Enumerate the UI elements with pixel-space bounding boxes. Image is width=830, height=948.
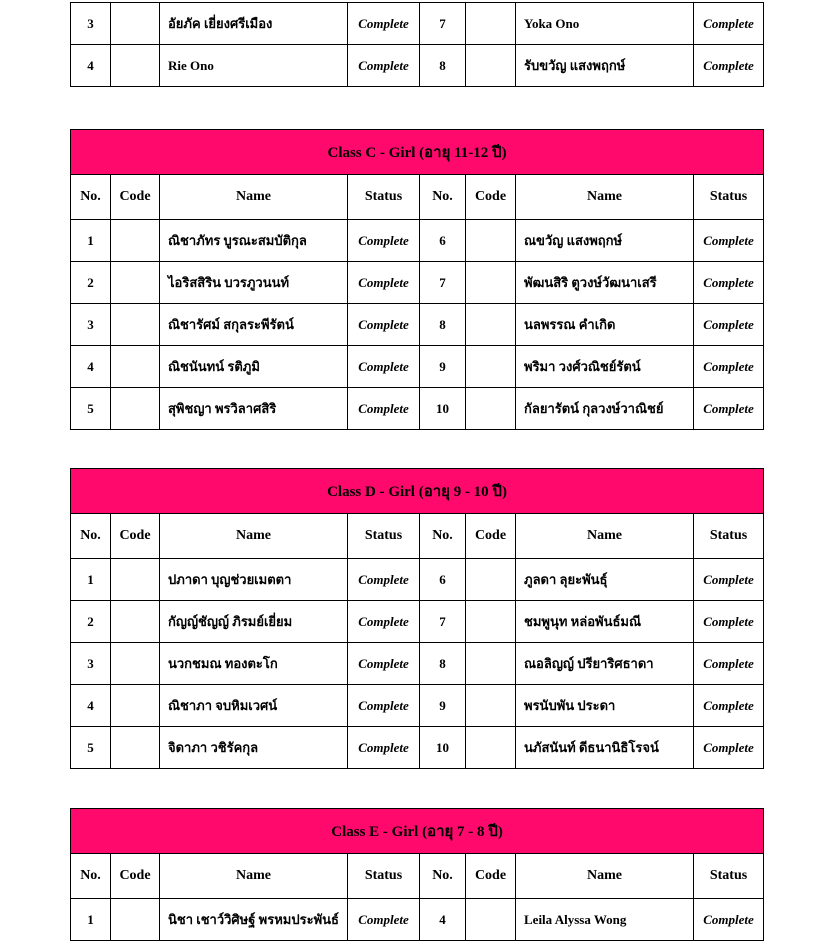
right-status-cell: Complete: [694, 220, 764, 262]
class-title: Class E - Girl (อายุ 7 - 8 ปี): [71, 809, 764, 854]
right-no-cell: 10: [420, 727, 466, 769]
column-header-code: Code: [111, 854, 160, 899]
table-row: [71, 262, 764, 304]
left-code-cell: [111, 3, 160, 45]
right-code-cell: [466, 45, 516, 87]
right-code-cell: [466, 899, 516, 941]
table-row: [71, 727, 764, 769]
right-code-cell: [466, 304, 516, 346]
column-header-name: Name: [160, 854, 348, 899]
right-code-cell: [466, 220, 516, 262]
right-name-cell: Leila Alyssa Wong: [516, 899, 694, 941]
column-header-code: Code: [111, 514, 160, 559]
table-row: [71, 685, 764, 727]
left-name-cell: ณิชารัศม์ สกุลระพีรัตน์: [160, 304, 348, 346]
right-status-cell: Complete: [694, 601, 764, 643]
column-header-status: Status: [348, 854, 420, 899]
left-code-cell: [111, 262, 160, 304]
column-header-no-right: No.: [420, 854, 466, 899]
left-status-cell: Complete: [348, 727, 420, 769]
left-status-cell: Complete: [348, 220, 420, 262]
right-code-cell: [466, 643, 516, 685]
table-class-e-girl: [70, 808, 764, 941]
right-no-cell: 8: [420, 304, 466, 346]
column-header-name: Name: [160, 175, 348, 220]
right-no-cell: 7: [420, 262, 466, 304]
right-no-cell: 4: [420, 899, 466, 941]
right-name-cell: รับขวัญ แสงพฤกษ์: [516, 45, 694, 87]
left-no-cell: 1: [71, 220, 111, 262]
class-title-row: [71, 130, 764, 175]
column-header-name-right: Name: [516, 175, 694, 220]
table-row: [71, 643, 764, 685]
left-no-cell: 4: [71, 45, 111, 87]
column-header-status: Status: [348, 514, 420, 559]
right-name-cell: นลพรรณ คำเกิด: [516, 304, 694, 346]
column-header-no: No.: [71, 854, 111, 899]
right-no-cell: 10: [420, 388, 466, 430]
left-name-cell: ไอริสสิริน บวรภูวนนท์: [160, 262, 348, 304]
left-name-cell: ณิชนันทน์ รติภูมิ: [160, 346, 348, 388]
column-header-status-right: Status: [694, 854, 764, 899]
left-code-cell: [111, 643, 160, 685]
right-code-cell: [466, 346, 516, 388]
table-class-c-girl: [70, 129, 764, 430]
right-no-cell: 6: [420, 220, 466, 262]
left-no-cell: 2: [71, 601, 111, 643]
left-no-cell: 3: [71, 643, 111, 685]
left-code-cell: [111, 45, 160, 87]
right-code-cell: [466, 262, 516, 304]
left-name-cell: ณิชาภัทร บูรณะสมบัติกุล: [160, 220, 348, 262]
left-no-cell: 3: [71, 304, 111, 346]
column-header-code: Code: [111, 175, 160, 220]
table-row: [71, 559, 764, 601]
left-name-cell: ปภาดา บุญช่วยเมตตา: [160, 559, 348, 601]
right-name-cell: พัฒนสิริ ตูวงษ์วัฒนาเสรี: [516, 262, 694, 304]
left-no-cell: 2: [71, 262, 111, 304]
right-status-cell: Complete: [694, 685, 764, 727]
right-code-cell: [466, 685, 516, 727]
left-status-cell: Complete: [348, 559, 420, 601]
left-code-cell: [111, 601, 160, 643]
left-code-cell: [111, 388, 160, 430]
header-row: [71, 175, 764, 220]
right-no-cell: 8: [420, 643, 466, 685]
column-header-name-right: Name: [516, 514, 694, 559]
left-no-cell: 4: [71, 685, 111, 727]
left-name-cell: สุพิชญา พรวิลาศสิริ: [160, 388, 348, 430]
left-name-cell: กัญญ์ชัญญ์ ภิรมย์เยี่ยม: [160, 601, 348, 643]
column-header-no: No.: [71, 514, 111, 559]
right-name-cell: พรนับพัน ประดา: [516, 685, 694, 727]
right-name-cell: ณขวัญ แสงพฤกษ์: [516, 220, 694, 262]
right-status-cell: Complete: [694, 262, 764, 304]
left-code-cell: [111, 559, 160, 601]
table-class-d-girl: [70, 468, 764, 769]
left-no-cell: 5: [71, 727, 111, 769]
left-no-cell: 5: [71, 388, 111, 430]
right-no-cell: 9: [420, 346, 466, 388]
right-no-cell: 6: [420, 559, 466, 601]
right-status-cell: Complete: [694, 388, 764, 430]
right-name-cell: พริมา วงศ์วณิชย์รัตน์: [516, 346, 694, 388]
left-code-cell: [111, 899, 160, 941]
column-header-name-right: Name: [516, 854, 694, 899]
header-row: [71, 514, 764, 559]
table-row: [71, 601, 764, 643]
left-status-cell: Complete: [348, 3, 420, 45]
left-no-cell: 1: [71, 559, 111, 601]
right-name-cell: นภัสนันท์ ดีธนานิธิโรจน์: [516, 727, 694, 769]
right-name-cell: ชมพูนุท หล่อพันธ์มณี: [516, 601, 694, 643]
right-code-cell: [466, 3, 516, 45]
left-code-cell: [111, 727, 160, 769]
table-row: [71, 220, 764, 262]
left-status-cell: Complete: [348, 304, 420, 346]
left-status-cell: Complete: [348, 899, 420, 941]
left-code-cell: [111, 220, 160, 262]
left-status-cell: Complete: [348, 601, 420, 643]
table-row: [71, 45, 764, 87]
left-name-cell: นวกชมณ ทองตะโก: [160, 643, 348, 685]
right-no-cell: 7: [420, 3, 466, 45]
left-name-cell: นิชา เชาว์วิศิษฐ์ พรหมประพันธ์: [160, 899, 348, 941]
right-status-cell: Complete: [694, 643, 764, 685]
right-status-cell: Complete: [694, 3, 764, 45]
right-status-cell: Complete: [694, 304, 764, 346]
left-status-cell: Complete: [348, 685, 420, 727]
left-status-cell: Complete: [348, 45, 420, 87]
column-header-name: Name: [160, 514, 348, 559]
table-row: [71, 304, 764, 346]
right-status-cell: Complete: [694, 45, 764, 87]
column-header-code-right: Code: [466, 175, 516, 220]
class-title-row: [71, 809, 764, 854]
column-header-code-right: Code: [466, 514, 516, 559]
table-row: [71, 346, 764, 388]
column-header-no-right: No.: [420, 175, 466, 220]
column-header-status-right: Status: [694, 514, 764, 559]
left-code-cell: [111, 685, 160, 727]
right-name-cell: Yoka Ono: [516, 3, 694, 45]
right-code-cell: [466, 727, 516, 769]
left-no-cell: 4: [71, 346, 111, 388]
right-name-cell: ณอลิญญ์ ปรียาริศธาดา: [516, 643, 694, 685]
left-status-cell: Complete: [348, 346, 420, 388]
table-row: [71, 388, 764, 430]
left-code-cell: [111, 304, 160, 346]
left-status-cell: Complete: [348, 643, 420, 685]
column-header-status-right: Status: [694, 175, 764, 220]
left-name-cell: Rie Ono: [160, 45, 348, 87]
right-status-cell: Complete: [694, 899, 764, 941]
right-no-cell: 9: [420, 685, 466, 727]
header-row: [71, 854, 764, 899]
column-header-code-right: Code: [466, 854, 516, 899]
right-name-cell: ภูลดา ลุยะพันธุ์: [516, 559, 694, 601]
left-name-cell: จิดาภา วชิรัคกุล: [160, 727, 348, 769]
table-class-b-continued: [70, 2, 764, 87]
right-status-cell: Complete: [694, 346, 764, 388]
right-code-cell: [466, 388, 516, 430]
left-no-cell: 3: [71, 3, 111, 45]
class-title: Class C - Girl (อายุ 11-12 ปี): [71, 130, 764, 175]
right-status-cell: Complete: [694, 559, 764, 601]
left-status-cell: Complete: [348, 388, 420, 430]
right-name-cell: กัลยารัตน์ กุลวงษ์วาณิชย์: [516, 388, 694, 430]
table-row: [71, 899, 764, 941]
right-status-cell: Complete: [694, 727, 764, 769]
class-title-row: [71, 469, 764, 514]
left-name-cell: ณิชาภา จบหิมเวศน์: [160, 685, 348, 727]
right-code-cell: [466, 559, 516, 601]
column-header-status: Status: [348, 175, 420, 220]
column-header-no-right: No.: [420, 514, 466, 559]
right-no-cell: 7: [420, 601, 466, 643]
table-row: [71, 3, 764, 45]
right-code-cell: [466, 601, 516, 643]
left-name-cell: อัยภัค เยี่ยงศรีเมือง: [160, 3, 348, 45]
class-title: Class D - Girl (อายุ 9 - 10 ปี): [71, 469, 764, 514]
right-no-cell: 8: [420, 45, 466, 87]
left-code-cell: [111, 346, 160, 388]
column-header-no: No.: [71, 175, 111, 220]
left-status-cell: Complete: [348, 262, 420, 304]
left-no-cell: 1: [71, 899, 111, 941]
